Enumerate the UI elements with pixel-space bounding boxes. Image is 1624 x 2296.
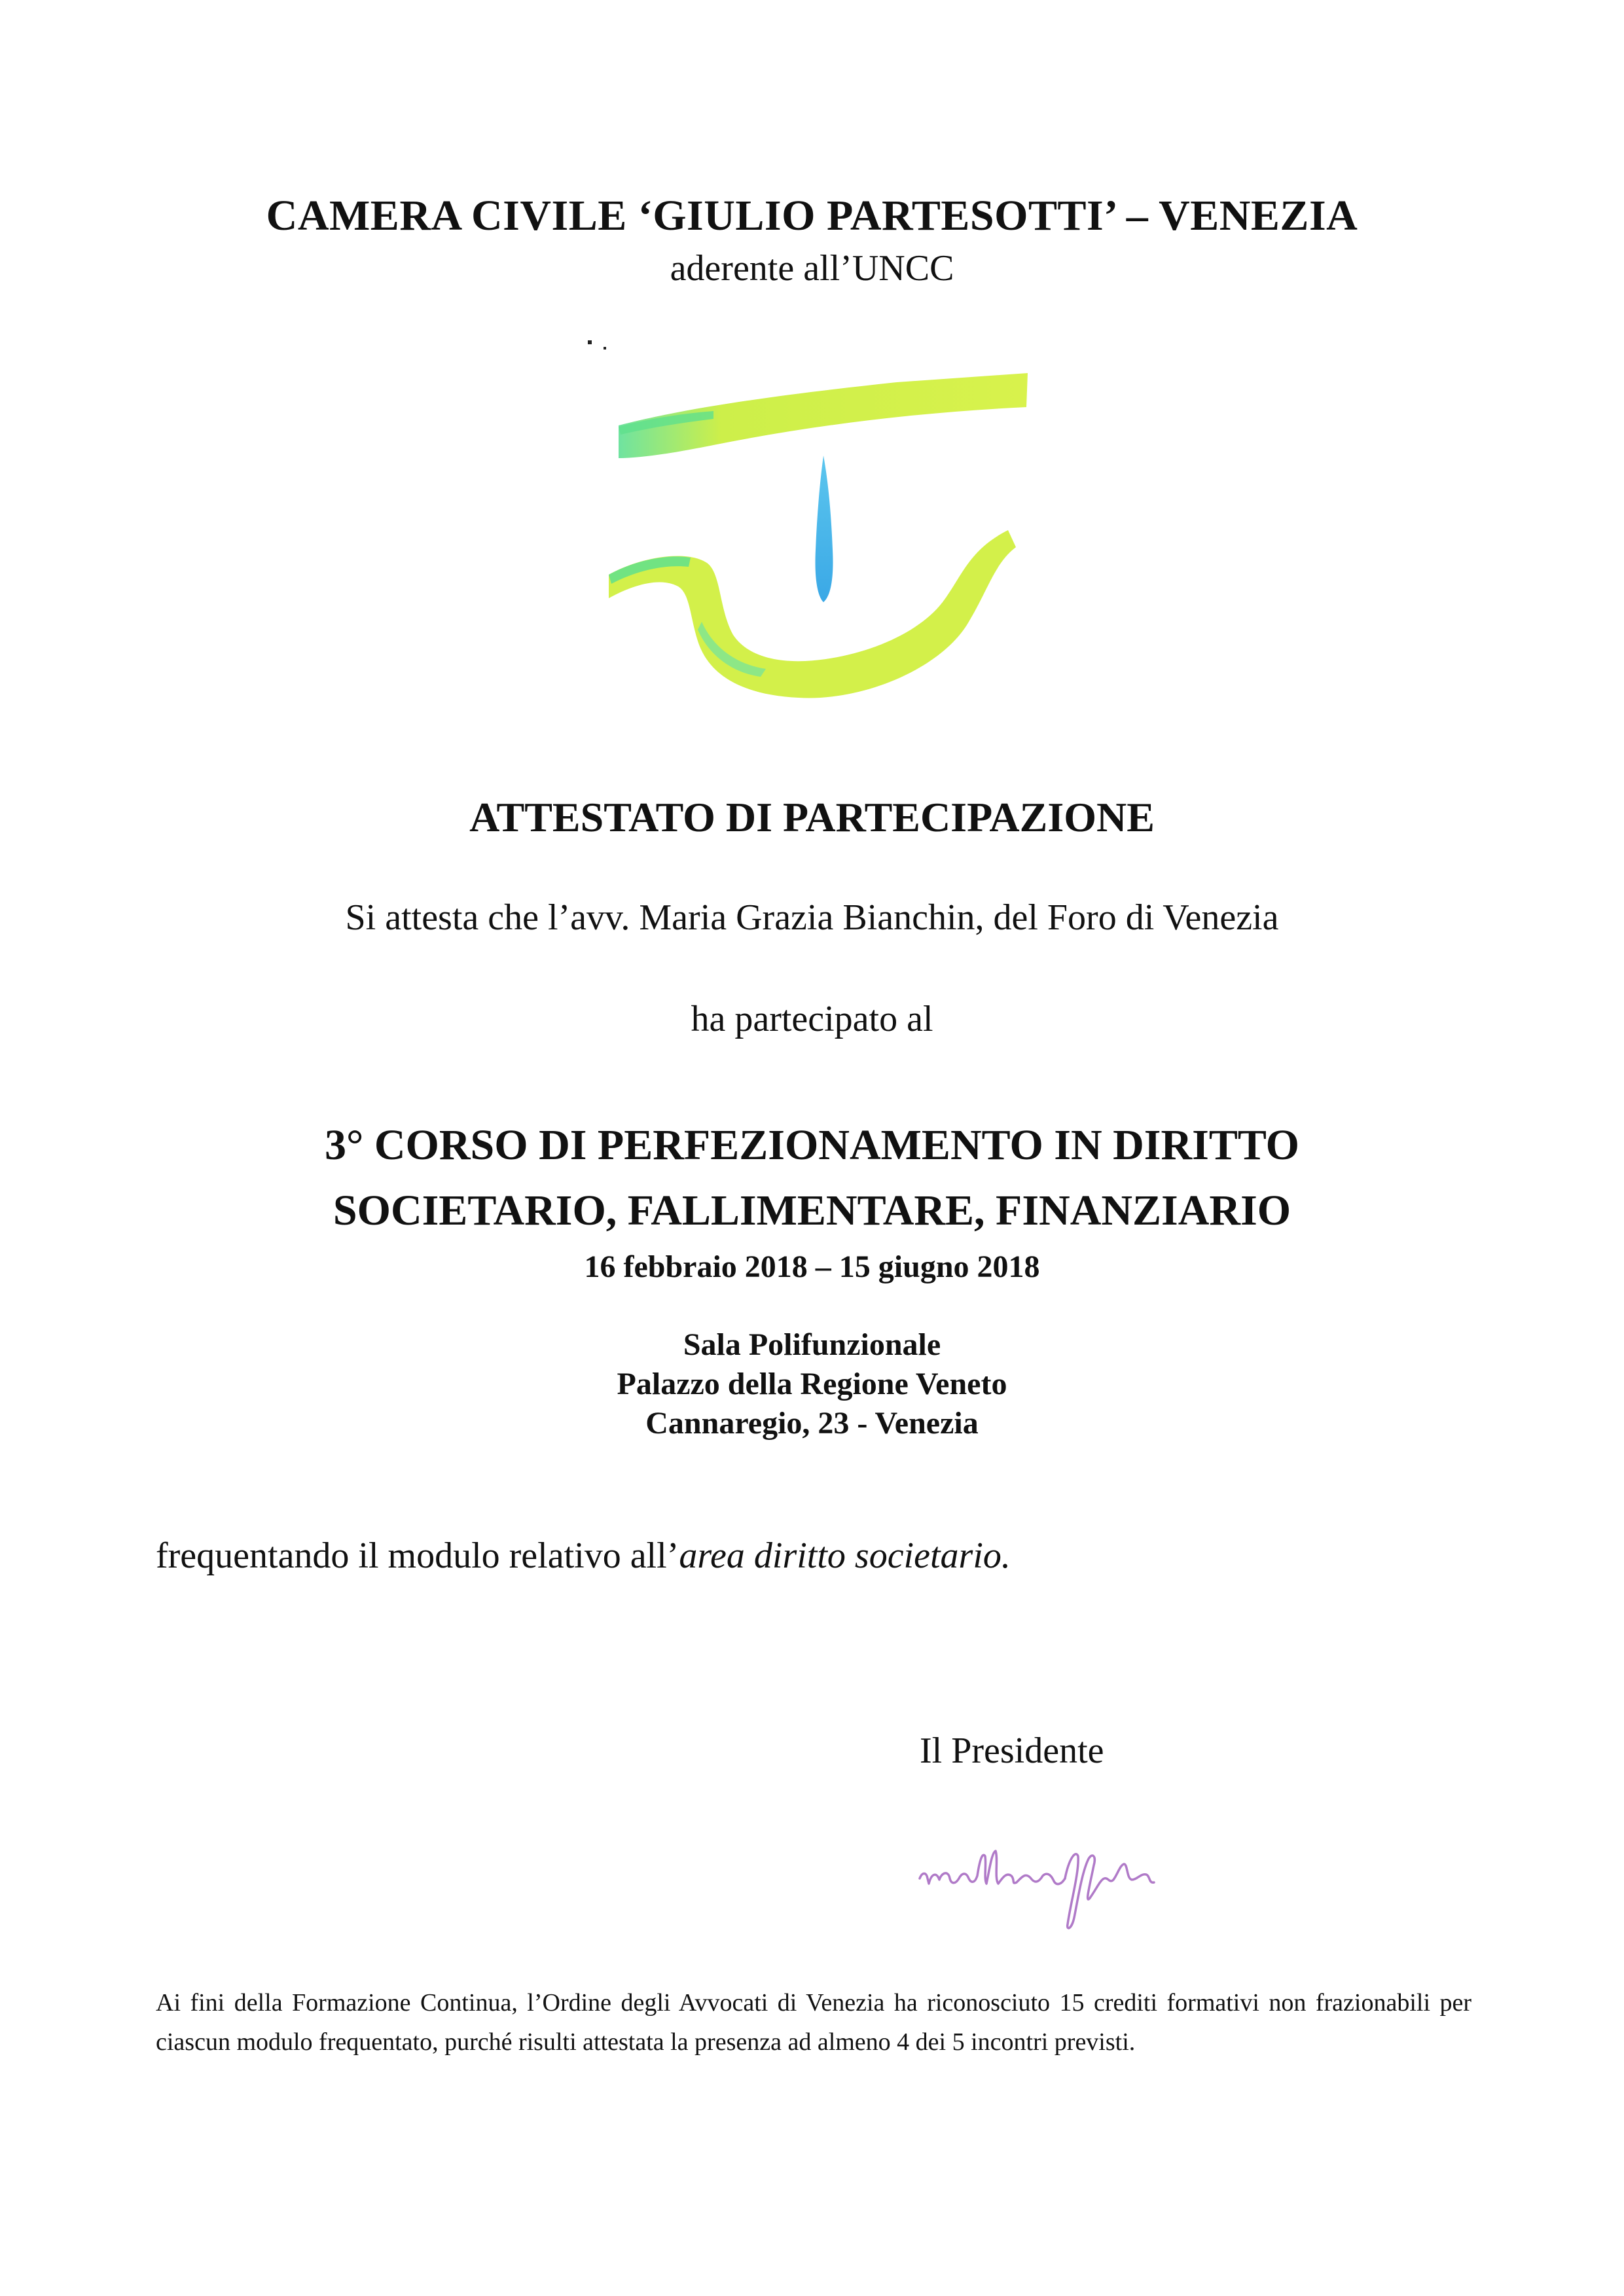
- venue-building: Palazzo della Regione Veneto: [617, 1367, 1007, 1401]
- module-line: [156, 1535, 1011, 1577]
- module-prefix: frequentando il modulo relativo all’: [156, 1535, 679, 1576]
- signatory-role: Il Presidente: [920, 1731, 1104, 1771]
- certificate-title: ATTESTATO DI PARTECIPAZIONE: [469, 794, 1155, 840]
- brushstroke-monogram-logo-icon: [550, 327, 1047, 733]
- course-title: [0, 1113, 1624, 1244]
- attestation-line: Si attesta che l’avv. Maria Grazia Bianchin, del Foro di Venezia: [345, 897, 1279, 938]
- organization-subtitle: aderente all’UNCC: [670, 248, 954, 289]
- organization-title: CAMERA CIVILE ‘GIULIO PARTESOTTI’ – VENEZIA: [266, 192, 1358, 240]
- course-dates: 16 febbraio 2018 – 15 giugno 2018: [584, 1249, 1040, 1284]
- course-title-line-2: SOCIETARIO, FALLIMENTARE, FINANZIARIO: [333, 1187, 1291, 1234]
- participation-line: ha partecipato al: [691, 999, 933, 1039]
- module-area: area diritto societario.: [679, 1535, 1011, 1576]
- course-venue: [0, 1325, 1624, 1443]
- venue-room: Sala Polifunzionale: [683, 1327, 941, 1362]
- venue-address: Cannaregio, 23 - Venezia: [645, 1406, 979, 1441]
- course-title-line-1: 3° CORSO DI PERFEZIONAMENTO IN DIRITTO: [324, 1121, 1300, 1169]
- continuing-education-note: Ai fini della Formazione Continua, l’Ordine degli Avvocati di Venezia ha riconosciuto 15 crediti formativi non frazionabili per ciascun modulo frequentato, purché risulti attestata la presenza ad almeno 4 dei 5 incontri previsti.: [156, 1989, 1471, 2056]
- handwritten-signature-icon: [913, 1833, 1175, 1937]
